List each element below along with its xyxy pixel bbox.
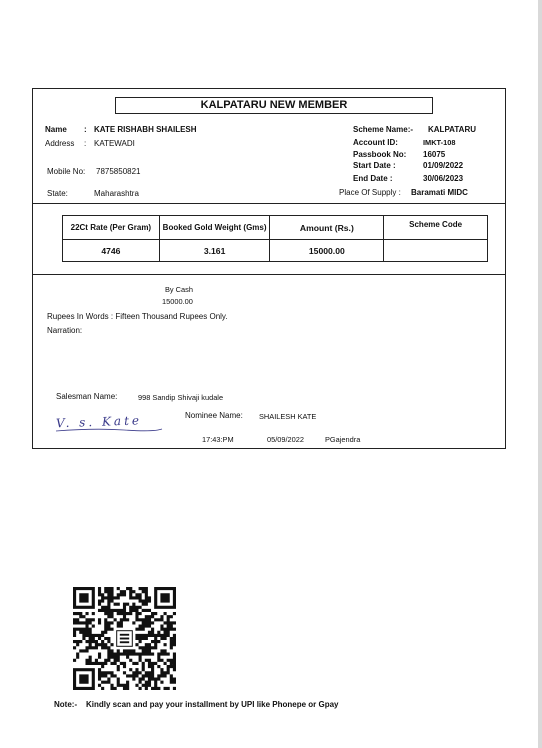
- gold-booking-table: [62, 215, 488, 262]
- column-header: Amount (Rs.): [270, 216, 384, 240]
- name-separator: :: [84, 125, 87, 134]
- passbook-number: 16075: [423, 150, 446, 159]
- salesman-name: 998 Sandip Shivaji kudale: [138, 393, 224, 402]
- amount-in-words: Rupees In Words : Fifteen Thousand Rupees Only.: [47, 312, 228, 321]
- column-header: 22Ct Rate (Per Gram): [63, 216, 160, 240]
- scheme-name-label: Scheme Name:-: [353, 125, 414, 134]
- member-address: KATEWADI: [94, 139, 135, 148]
- address-label: Address: [45, 139, 75, 148]
- member-state: Maharashtra: [94, 189, 139, 198]
- table-header-row: [63, 216, 488, 240]
- mobile-label: Mobile No:: [47, 167, 86, 176]
- note-label: Note:-: [54, 700, 78, 709]
- narration-label: Narration:: [47, 326, 83, 335]
- name-label: Name: [45, 125, 67, 134]
- end-date: 30/06/2023: [423, 174, 464, 183]
- account-id: IMKT-108: [423, 138, 456, 147]
- note-text: Kindly scan and pay your installment by UPI like Phonepe or Gpay: [86, 700, 339, 709]
- rate-cell: 4746: [63, 240, 160, 262]
- start-date: 01/09/2022: [423, 161, 464, 170]
- amount-cell: 15000.00: [270, 240, 384, 262]
- supply-label: Place Of Supply :: [339, 188, 401, 197]
- end-date-label: End Date :: [353, 174, 393, 183]
- upi-qr-code[interactable]: [73, 587, 176, 690]
- member-name: KATE RISHABH SHAILESH: [94, 125, 197, 134]
- account-label: Account ID:: [353, 138, 398, 147]
- passbook-label: Passbook No:: [353, 150, 407, 159]
- address-separator: :: [84, 139, 87, 148]
- column-header: Scheme Code: [384, 216, 488, 240]
- header-divider: [32, 203, 506, 204]
- print-date: 05/09/2022: [267, 435, 304, 444]
- svg-text:V. s. Kate: V. s. Kate: [55, 413, 143, 431]
- receipt-title: KALPATARU NEW MEMBER: [115, 97, 433, 114]
- nominee-name: SHAILESH KATE: [259, 412, 317, 421]
- weight-cell: 3.161: [159, 240, 270, 262]
- printed-by-user: PGajendra: [325, 435, 361, 444]
- table-row: [63, 240, 488, 262]
- start-date-label: Start Date :: [353, 161, 396, 170]
- customer-signature: [54, 413, 164, 435]
- salesman-label: Salesman Name:: [56, 392, 118, 401]
- state-label: State:: [47, 189, 68, 198]
- nominee-label: Nominee Name:: [185, 411, 243, 420]
- scheme-code-cell: [384, 240, 488, 262]
- payment-amount: 15000.00: [162, 297, 193, 306]
- column-header: Booked Gold Weight (Gms): [159, 216, 270, 240]
- place-of-supply: Baramati MIDC: [411, 188, 468, 197]
- payment-mode: By Cash: [165, 285, 193, 294]
- member-mobile: 7875850821: [96, 167, 141, 176]
- print-time: 17:43:PM: [202, 435, 234, 444]
- table-divider: [32, 274, 506, 275]
- scheme-name: KALPATARU: [428, 125, 476, 134]
- page-edge-shadow: [538, 0, 542, 748]
